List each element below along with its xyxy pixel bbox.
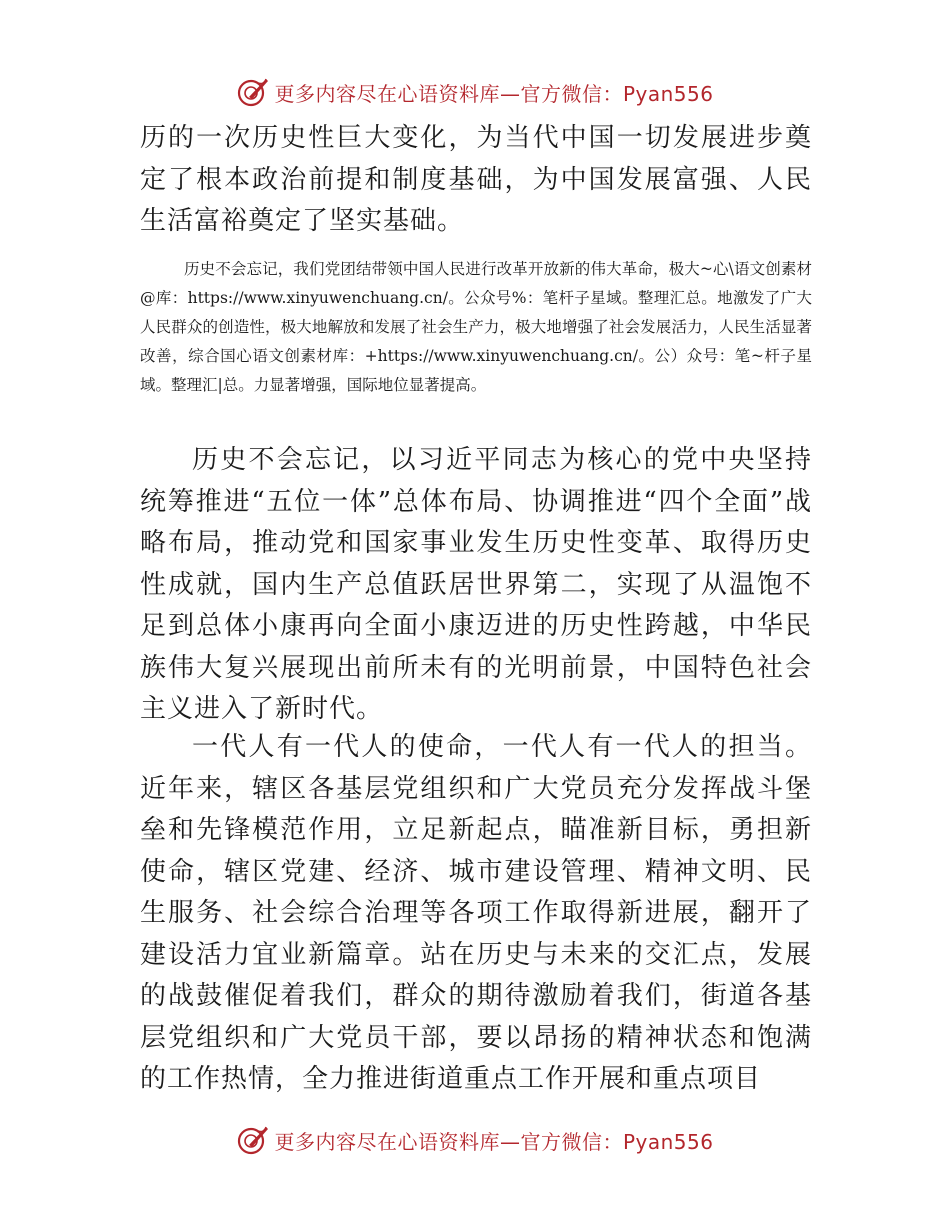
footer-watermark-text: 更多内容尽在心语资料库—官方微信：Pyan556: [274, 1129, 714, 1154]
footer-watermark-banner: [0, 1120, 950, 1160]
paragraph-continuation: 历的一次历史性巨大变化，为当代中国一切发展进步奠定了根本政治前提和制度基础，为中国发展富强、人民生活富裕奠定了坚实基础。: [140, 123, 812, 236]
header-watermark-banner: [0, 72, 950, 112]
paragraph-mission: 一代人有一代人的使命，一代人有一代人的担当。近年来，辖区各基层党组织和广大党员充分发挥战斗堡垒和先锋模范作用，立足新起点，瞄准新目标，勇担新使命，辖区党建、经济、城市建设管理、精神文明、民生服务、社会综合治理等各项工作取得新进展，翻开了建设活力宜业新篇章。站在历史与未来的交汇点，发展的战鼓催促着我们，群众的期待激励着我们，街道各基层党组织和广大党员干部，要以昂扬的精神状态和饱满的工作热情，全力推进街道重点工作开展和重点项目: [140, 732, 812, 1094]
quill-pen-logo-icon: [236, 1123, 270, 1157]
quill-pen-logo-icon: [236, 75, 270, 109]
paragraph-small-note: 历史不会忘记，我们党团结带领中国人民进行改革开放新的伟大革命，极大~心\语文创素材@库：https://www.xinyuwenchuang.cn/。公众号%：笔杆子星域。整理汇总。地激发了广大人民群众的创造性，极大地解放和发展了社会生产力，极大地增强了社会发展活力，人民生活显著改善，综合国心语文创素材库：+https://www.xinyuwenchuang.cn/。公）众号：笔~杆子星域。整理汇|总。力显著增强，国际地位显著提高。: [140, 260, 812, 394]
paragraph-history: 历史不会忘记，以习近平同志为核心的党中央坚持统筹推进“五位一体”总体布局、协调推进“四个全面”战略布局，推动党和国家事业发生历史性变革、取得历史性成就，国内生产总值跃居世界第二，实现了从温饱不足到总体小康再向全面小康迈进的历史性跨越，中华民族伟大复兴展现出前所未有的光明前景，中国特色社会主义进入了新时代。: [140, 445, 812, 724]
header-watermark-text: 更多内容尽在心语资料库—官方微信：Pyan556: [274, 81, 714, 106]
